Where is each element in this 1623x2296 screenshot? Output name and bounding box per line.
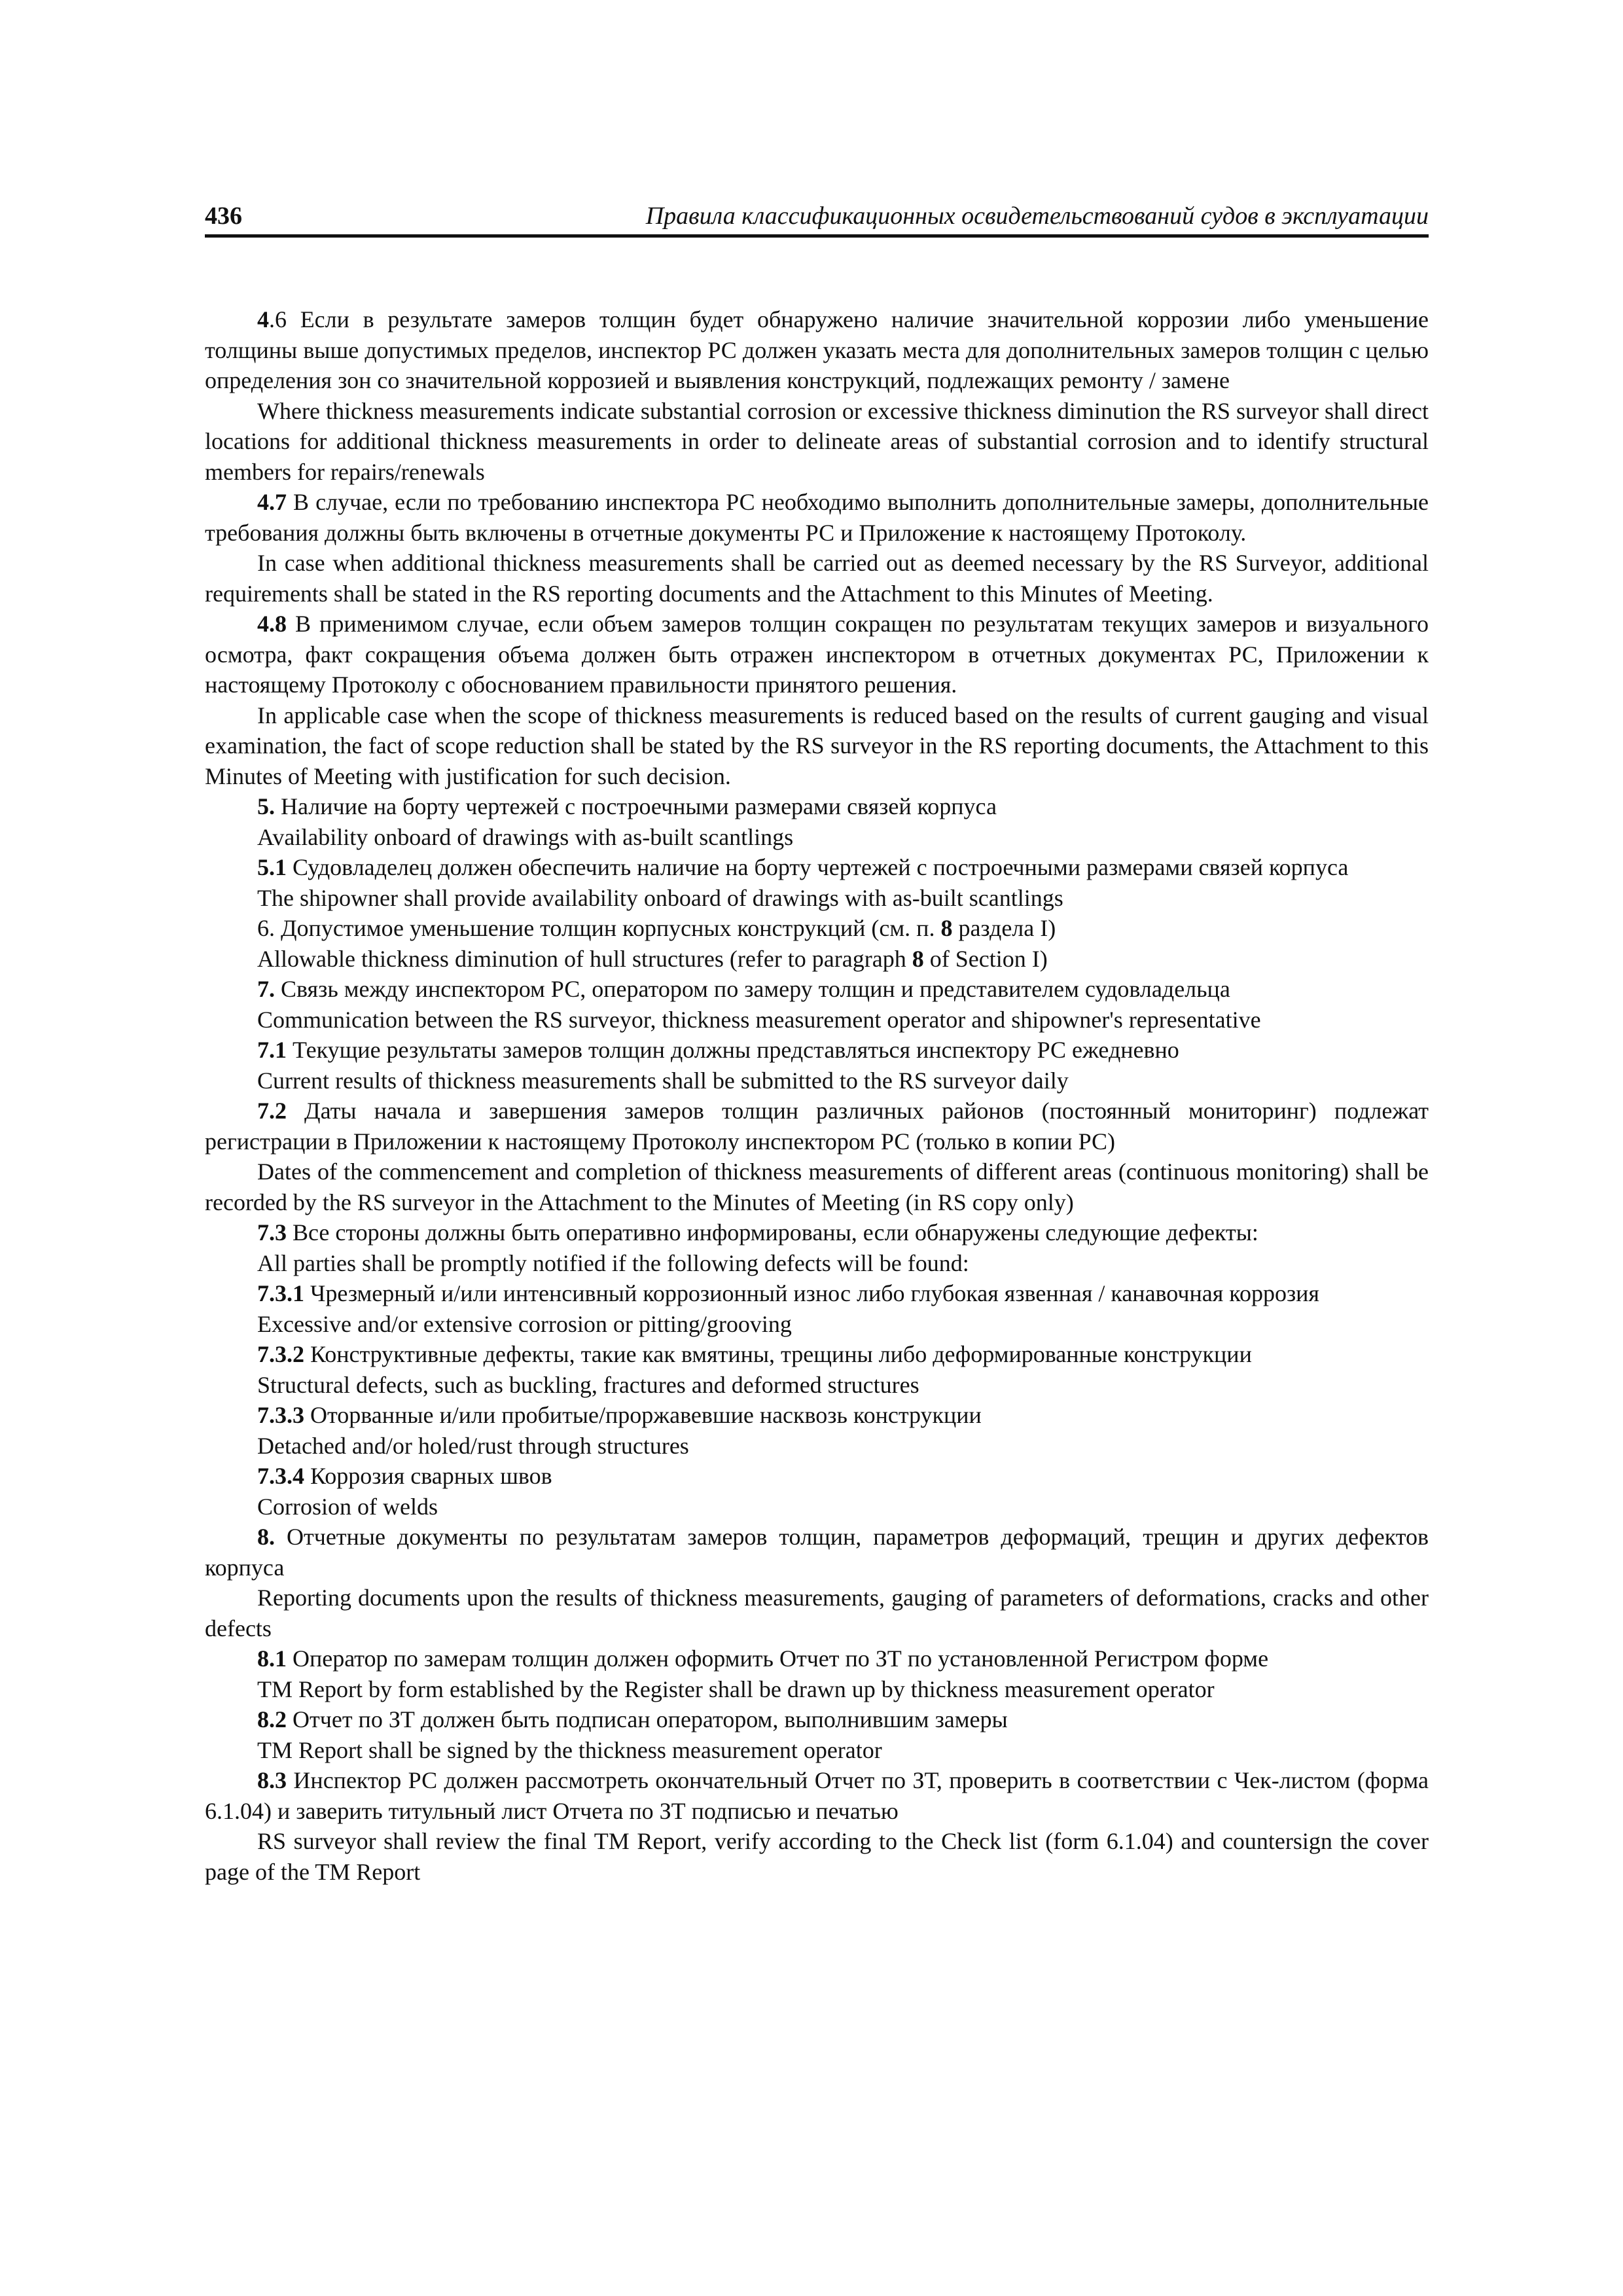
paragraph-7-1-ru: 7.1 Текущие результаты замеров толщин должны представляться инспектору РС ежедневно: [257, 1037, 1179, 1063]
paragraph-8-3-ru: 8.3 Инспектор РС должен рассмотреть окончательный Отчет по ЗТ, проверить в соответствии с Чек-листом (форма 6.1.04) и заверить титульный лист Отчета по ЗТ подписью и печатью: [205, 1767, 1429, 1824]
paragraph-7-3-2-en: Structural defects, such as buckling, fractures and deformed structures: [257, 1371, 919, 1398]
paragraph-8-2-en: TM Report shall be signed by the thickness measurement operator: [257, 1736, 882, 1763]
paragraph-8-1-en: TM Report by form established by the Register shall be drawn up by thickness measurement operator: [257, 1676, 1215, 1702]
paragraph-7-3-ru: 7.3 Все стороны должны быть оперативно информированы, если обнаружены следующие дефекты:: [257, 1219, 1258, 1246]
running-title: Правила классификационных освидетельствований судов в эксплуатации: [645, 202, 1429, 230]
paragraph-7-3-3-en: Detached and/or holed/rust through structures: [257, 1432, 689, 1459]
paragraph-7-2-ru: 7.2 Даты начала и завершения замеров толщин различных районов (постоянный мониторинг) подлежат регистрации в Приложении к настоящему Протоколу инспектором РС (только в копии РС): [205, 1098, 1429, 1155]
paragraph-7-3-4-ru: 7.3.4 Коррозия сварных швов: [257, 1463, 552, 1489]
paragraph-7-3-1-en: Excessive and/or extensive corrosion or pitting/grooving: [257, 1310, 792, 1337]
paragraph-7-3-1-ru: 7.3.1 Чрезмерный и/или интенсивный коррозионный износ либо глубокая язвенная / канавочная коррозия: [257, 1280, 1319, 1306]
paragraph-8-3-en: RS surveyor shall review the final TM Report, verify according to the Check list (form 6.1.04) and countersign the cover page of the TM Report: [205, 1828, 1429, 1885]
paragraph-4-6-ru: 4.6 Если в результате замеров толщин будет обнаружено наличие значительной коррозии либо уменьшение толщины выше допустимых пределов, инспектор РС должен указать места для дополнительных замеров толщин с целью определения зон со значительной коррозией и выявления конструкций, подлежащих ремонту / замене: [205, 306, 1429, 393]
section-8-en: Reporting documents upon the results of thickness measurements, gauging of parameters of deformations, cracks and other defects: [205, 1585, 1429, 1641]
paragraph-7-1-en: Current results of thickness measurements shall be submitted to the RS surveyor daily: [257, 1067, 1069, 1094]
paragraph-4-7-en: In case when additional thickness measurements shall be carried out as deemed necessary by the RS Surveyor, additional requirements shall be stated in the RS reporting documents and the Attachment to this Minutes of Meeting.: [205, 550, 1429, 607]
section-5-ru: 5. Наличие на борту чертежей с построечными размерами связей корпуса: [257, 793, 997, 819]
section-7-ru: 7. Связь между инспектором РС, оператором по замеру толщин и представителем судовладельца: [257, 976, 1230, 1002]
section-7-en: Communication between the RS surveyor, thickness measurement operator and shipowner's representative: [257, 1006, 1261, 1033]
section-5-en: Availability onboard of drawings with as-built scantlings: [257, 823, 794, 850]
paragraph-8-2-ru: 8.2 Отчет по ЗТ должен быть подписан оператором, выполнившим замеры: [257, 1706, 1008, 1732]
section-6-en: Allowable thickness diminution of hull structures (refer to paragraph 8 of Section I): [257, 945, 1048, 972]
paragraph-4-7-ru: 4.7 В случае, если по требованию инспектора РС необходимо выполнить дополнительные замеры, дополнительные требования должны быть включены в отчетные документы РС и Приложение к настоящему Протоколу.: [205, 489, 1429, 546]
document-body: [205, 304, 1429, 1887]
paragraph-7-2-en: Dates of the commencement and completion of thickness measurements of different areas (continuous monitoring) shall be recorded by the RS surveyor in the Attachment to the Minutes of Meeting (in RS copy only): [205, 1158, 1429, 1215]
page-header: [205, 198, 1429, 238]
paragraph-7-3-en: All parties shall be promptly notified if the following defects will be found:: [257, 1249, 969, 1276]
paragraph-4-8-en: In applicable case when the scope of thickness measurements is reduced based on the results of current gauging and visual examination, the fact of scope reduction shall be stated by the RS surveyor in the RS reporting documents, the Attachment to this Minutes of Meeting with justification for such decision.: [205, 702, 1429, 789]
paragraph-7-3-4-en: Corrosion of welds: [257, 1493, 438, 1520]
paragraph-4-6-en: Where thickness measurements indicate substantial corrosion or excessive thickness diminution the RS surveyor shall direct locations for additional thickness measurements in order to delineate areas of substantial corrosion and to identify structural members for repairs/renewals: [205, 397, 1429, 485]
paragraph-4-8-ru: 4.8 В применимом случае, если объем замеров толщин сокращен по результатам текущих замеров и визуального осмотра, факт сокращения объема должен быть отражен инспектором в отчетных документах РС, Приложении к настоящему Протоколу с обоснованием правильности принятого решения.: [205, 611, 1429, 698]
paragraph-5-1-en: The shipowner shall provide availability onboard of drawings with as-built scantlings: [257, 884, 1063, 911]
section-6-ru: 6. Допустимое уменьшение толщин корпусных конструкций (см. п. 8 раздела I): [257, 915, 1056, 941]
paragraph-7-3-3-ru: 7.3.3 Оторванные и/или пробитые/проржавевшие насквозь конструкции: [257, 1402, 982, 1428]
page-number: 436: [205, 202, 242, 230]
paragraph-7-3-2-ru: 7.3.2 Конструктивные дефекты, такие как вмятины, трещины либо деформированные конструкции: [257, 1341, 1252, 1367]
paragraph-8-1-ru: 8.1 Оператор по замерам толщин должен оформить Отчет по ЗТ по установленной Регистром форме: [257, 1645, 1269, 1672]
paragraph-5-1-ru: 5.1 Судовладелец должен обеспечить наличие на борту чертежей с построечными размерами связей корпуса: [257, 854, 1349, 880]
section-8-ru: 8. Отчетные документы по результатам замеров толщин, параметров деформаций, трещин и других дефектов корпуса: [205, 1524, 1429, 1581]
